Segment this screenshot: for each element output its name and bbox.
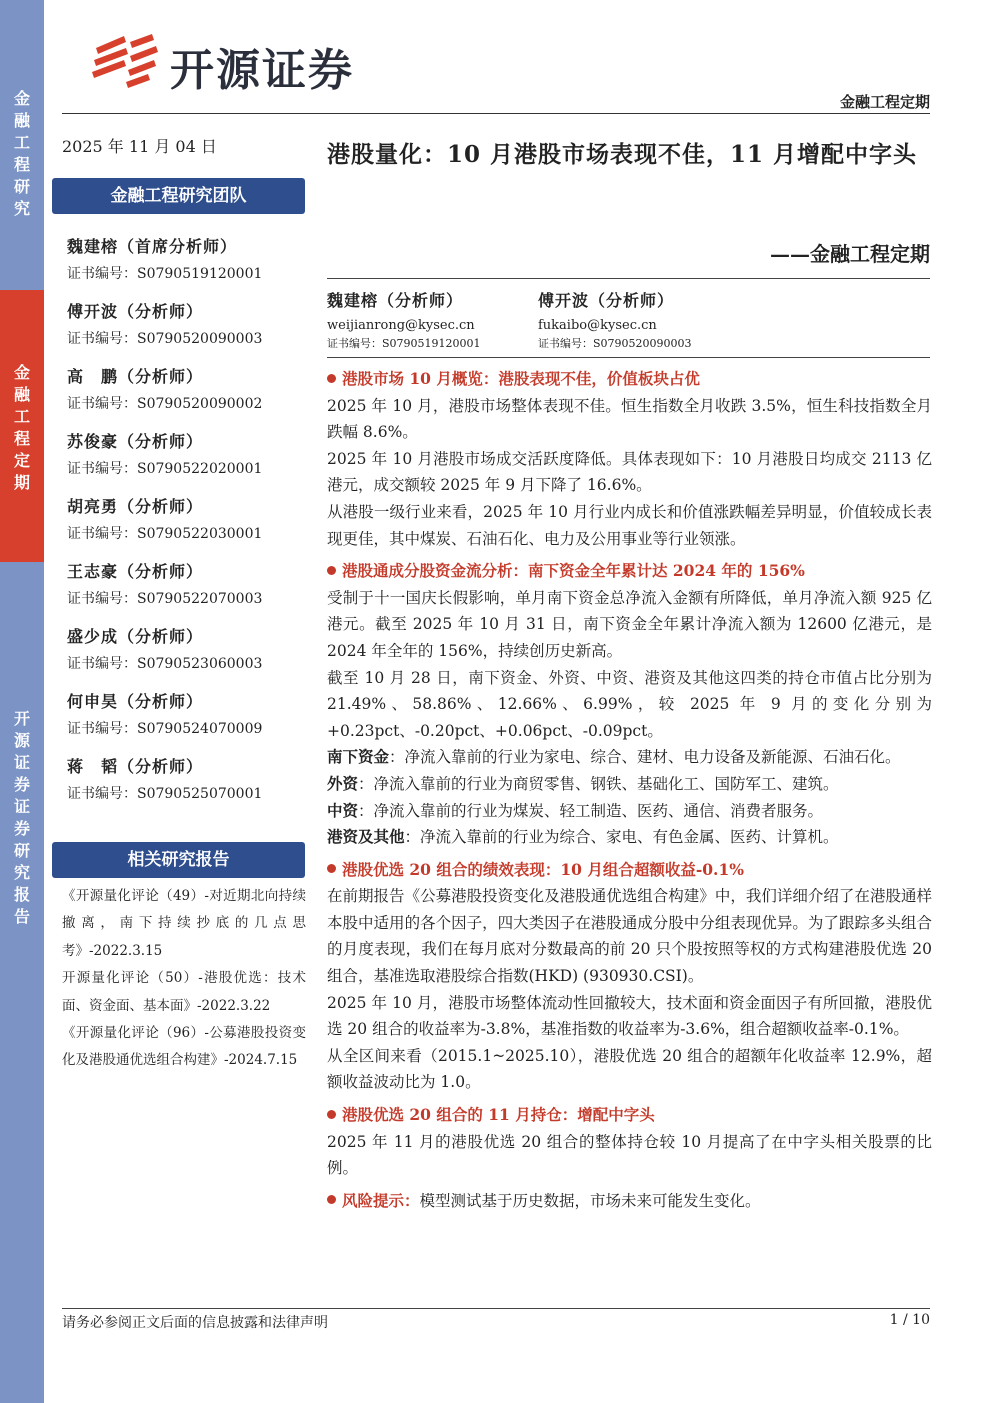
analyst-name: 胡亮勇（分析师）	[67, 497, 204, 516]
paragraph: 外资：净流入靠前的行业为商贸零售、钢铁、基础化工、国防军工、建筑。	[327, 773, 839, 793]
sidebar-top	[0, 0, 44, 290]
paragraph: 截至 10 月 28 日，南下资金、外资、中资、港资及其他这四类的持仓市值占比分别为 21.49%、58.86%、12.66%、6.99%，较 2025 年 9 月的变化分别为+0.23pct、-0.20pct、+0.06pct、-0.09pct。	[327, 668, 932, 740]
paragraph: 2025 年 10 月，港股市场整体表现不佳。恒生指数全月收跌 3.5%，恒生科技指数全月跌幅 8.6%。	[327, 396, 932, 442]
analyst-name: 高 鹏（分析师）	[67, 367, 204, 386]
analyst-cert: 证书编号：S0790522020001	[67, 461, 263, 477]
analyst-name: 盛少成（分析师）	[67, 627, 204, 646]
related-box: 相关研究报告	[52, 842, 305, 878]
analyst-name: 何申昊（分析师）	[67, 692, 204, 711]
analyst-name: 蒋 韬（分析师）	[67, 757, 204, 776]
analyst-item	[67, 561, 305, 626]
analyst-item	[67, 496, 305, 561]
paragraph: 港资及其他：净流入靠前的行业为综合、家电、有色金属、医药、计算机。	[327, 827, 839, 847]
report-body	[327, 366, 932, 1214]
author-cert: 证书编号：S0790519120001	[327, 337, 481, 350]
sidebar-bottom-label: 开源证券 证券研究报告	[13, 709, 30, 926]
risk-heading: 风险提示：模型测试基于历史数据，市场未来可能发生变化。	[327, 1188, 932, 1215]
analyst-cert: 证书编号：S0790522030001	[67, 526, 263, 542]
analyst-item	[67, 756, 305, 821]
analyst-cert: 证书编号：S0790522070003	[67, 591, 263, 607]
analyst-name: 苏俊豪（分析师）	[67, 432, 204, 451]
report-subtitle: ——金融工程定期	[770, 242, 930, 266]
author-name: 魏建榕（分析师）	[327, 291, 464, 310]
analyst-cert: 证书编号：S0790519120001	[67, 266, 263, 282]
analyst-cert: 证书编号：S0790520090003	[67, 331, 263, 347]
section-heading: 港股优选 20 组合的 11 月持仓：增配中字头	[327, 1102, 932, 1129]
analyst-item	[67, 626, 305, 691]
section-heading: 港股通成分股资金流分析：南下资金全年累计达 2024 年的 156%	[327, 558, 932, 585]
header-divider	[62, 113, 930, 114]
analyst-cert: 证书编号：S0790524070009	[67, 721, 263, 737]
analyst-cert: 证书编号：S0790520090002	[67, 396, 263, 412]
section-heading: 港股优选 20 组合的绩效表现：10 月组合超额收益-0.1%	[327, 857, 932, 884]
author-name: 傅开波（分析师）	[538, 291, 675, 310]
analyst-item	[67, 431, 305, 496]
footer-disclaimer: 请务必参阅正文后面的信息披露和法律声明	[62, 1315, 328, 1331]
analyst-item	[67, 236, 305, 301]
sidebar-middle	[0, 290, 44, 562]
analyst-list	[67, 236, 305, 821]
author-email[interactable]: weijianrong@kysec.cn	[327, 318, 475, 333]
analyst-name: 魏建榕（首席分析师）	[67, 237, 238, 256]
paragraph: 从港股一级行业来看，2025 年 10 月行业内成长和价值涨跌幅差异明显，价值较成长表现更佳，其中煤炭、石油石化、电力及公用事业等行业领涨。	[327, 502, 932, 548]
paragraph: 2025 年 10 月港股市场成交活跃度降低。具体表现如下：10 月港股日均成交 2113 亿港元，成交额较 2025 年 9 月下降了 16.6%。	[327, 449, 932, 495]
flow-label: 外资	[327, 773, 359, 793]
flow-label: 港资及其他	[327, 827, 405, 847]
title-divider	[327, 278, 930, 279]
bullet-icon	[327, 566, 336, 575]
bullet-icon	[327, 864, 336, 873]
report-title: 港股量化：10 月港股市场表现不佳，11 月增配中字头	[327, 141, 918, 168]
author-divider	[327, 357, 930, 358]
analyst-name: 傅开波（分析师）	[67, 302, 204, 321]
report-type: 金融工程定期	[839, 93, 930, 111]
page-number: 1 / 10	[889, 1312, 930, 1328]
paragraph: 2025 年 10 月，港股市场整体流动性回撤较大，技术面和资金面因子有所回撤，港股优选 20 组合的收益率为-3.8%，基准指数的收益率为-3.6%，组合超额收益率-0.1%。	[327, 993, 932, 1039]
analyst-item	[67, 301, 305, 366]
author-item	[327, 290, 481, 352]
flow-label: 南下资金	[327, 747, 390, 767]
section-heading: 港股市场 10 月概览：港股表现不佳，价值板块占优	[327, 366, 932, 393]
related-reports	[62, 883, 306, 1075]
analyst-name: 王志豪（分析师）	[67, 562, 204, 581]
sidebar-top-label: 金融工程研究	[13, 89, 30, 218]
paragraph: 2025 年 11 月的港股优选 20 组合的整体持仓较 10 月提高了在中字头相关股票的比例。	[327, 1132, 932, 1178]
team-box: 金融工程研究团队	[52, 178, 305, 214]
paragraph: 受制于十一国庆长假影响，单月南下资金总净流入金额有所降低，单月净流入额 925 亿港元。截至 2025 年 10 月 31 日，南下资金全年累计净流入额为 12600 亿港元，是 2024 年全年的 156%，持续创历史新高。	[327, 588, 932, 660]
related-report-link[interactable]: 《开源量化评论（96）-公募港股投资变化及港股通优选组合构建》-2024.7.15	[62, 1025, 306, 1069]
author-item	[538, 290, 692, 352]
flow-label: 中资	[327, 800, 359, 820]
logo-text: 开源证券	[170, 45, 354, 96]
footer-divider	[62, 1308, 930, 1309]
paragraph: 中资：净流入靠前的行业为煤炭、轻工制造、医药、通信、消费者服务。	[327, 800, 824, 820]
bullet-icon	[327, 1195, 336, 1204]
sidebar-mid-label: 金融工程定期	[13, 363, 30, 492]
analyst-item	[67, 366, 305, 431]
paragraph: 从全区间来看（2015.1~2025.10），港股优选 20 组合的超额年化收益率 12.9%，超额收益波动比为 1.0。	[327, 1046, 932, 1092]
sidebar-bottom	[0, 562, 44, 1403]
author-email[interactable]: fukaibo@kysec.cn	[538, 318, 657, 333]
author-cert: 证书编号：S0790520090003	[538, 337, 692, 350]
related-report-link[interactable]: 《开源量化评论（49）-对近期北向持续撤离，南下持续抄底的几点思考》-2022.3.15	[62, 888, 306, 959]
related-report-link[interactable]: 开源量化评论（50）-港股优选：技术面、资金面、基本面》-2022.3.22	[62, 970, 306, 1014]
analyst-cert: 证书编号：S0790523060003	[67, 656, 263, 672]
paragraph: 在前期报告《公募港股投资变化及港股通优选组合构建》中，我们详细介绍了在港股通样本股中适用的各个因子，四大类因子在港股通成分股中分组表现优异。为了跟踪多头组合的月度表现，我们在每月底对分数最高的前 20 只个股按照等权的方式构建港股优选 20 组合，基准选取港股综合指数(HKD) (930930.CSI)。	[327, 887, 932, 986]
report-date: 2025 年 11 月 04 日	[62, 137, 217, 156]
bullet-icon	[327, 374, 336, 383]
analyst-cert: 证书编号：S0790525070001	[67, 786, 263, 802]
analyst-item	[67, 691, 305, 756]
bullet-icon	[327, 1110, 336, 1119]
paragraph: 南下资金：净流入靠前的行业为家电、综合、建材、电力设备及新能源、石油石化。	[327, 747, 901, 767]
